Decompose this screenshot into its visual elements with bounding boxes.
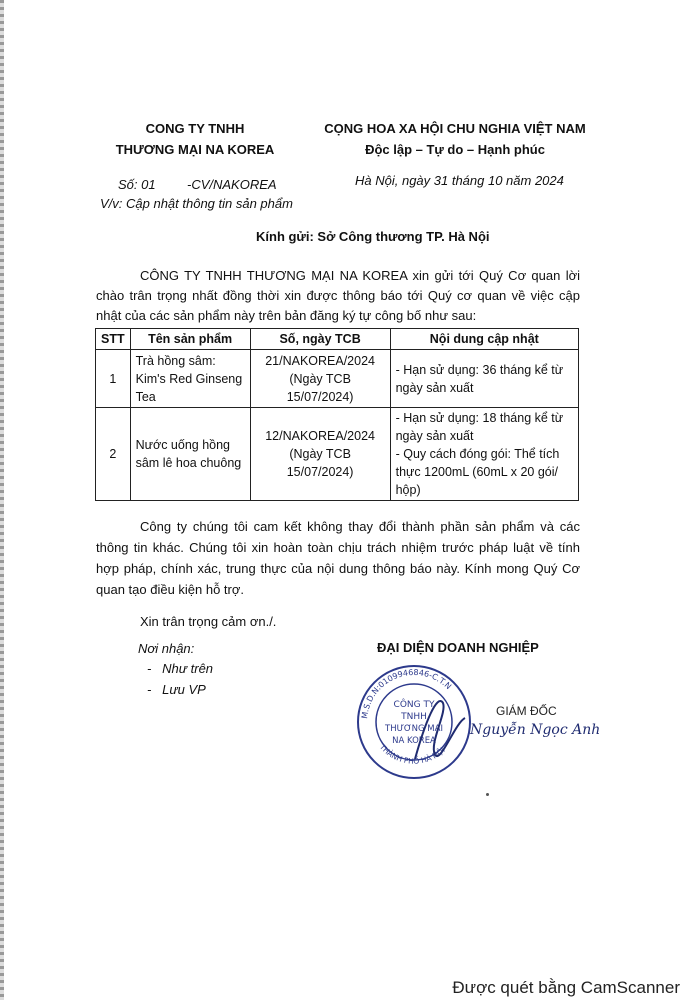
- recipient-line: Kính gửi: Sở Công thương TP. Hà Nội: [256, 229, 490, 244]
- table-row: [96, 408, 579, 501]
- doc-number-code: -CV/NAKOREA: [187, 177, 277, 192]
- company-header: [110, 118, 280, 160]
- svg-text:TNHH: TNHH: [401, 712, 427, 722]
- col-header-update: Nội dung cập nhật: [390, 329, 578, 350]
- col-header-stt: STT: [96, 329, 131, 350]
- svg-text:CÔNG TY: CÔNG TY: [393, 700, 435, 710]
- recipients-title: Nơi nhận:: [138, 641, 195, 656]
- recipients-item: - Như trên: [147, 661, 214, 676]
- table-header-row: [96, 329, 579, 350]
- recipients-item-text: Lưu VP: [162, 682, 206, 697]
- company-seal: [355, 663, 473, 781]
- recipients-item-text: Như trên: [162, 661, 214, 676]
- table-row: [96, 350, 579, 408]
- row-stt: 2: [96, 408, 131, 501]
- svg-text:THÀNH PHỐ HÀ NỘI: THÀNH PHỐ HÀ NỘI: [377, 742, 447, 766]
- update-item: - Hạn sử dụng: 18 tháng kể từ ngày sản xuất: [395, 411, 564, 443]
- national-motto: Độc lập – Tự do – Hạnh phúc: [365, 142, 545, 157]
- company-name-line1: CONG TY TNHH: [145, 121, 245, 136]
- col-header-tcb: Số, ngày TCB: [250, 329, 390, 350]
- recipients-item: - Lưu VP: [147, 682, 206, 697]
- svg-text:NA KOREA: NA KOREA: [392, 736, 436, 746]
- signature-position: GIÁM ĐỐC: [496, 704, 557, 718]
- doc-number-label: Số: 01: [118, 177, 156, 192]
- scanner-watermark: Được quét bằng CamScanner: [452, 978, 680, 997]
- row-stt: 1: [96, 350, 131, 408]
- product-update-table: [95, 328, 579, 501]
- row-tcb: 21/NAKOREA/2024 (Ngày TCB 15/07/2024): [250, 350, 390, 408]
- national-header: [320, 118, 590, 160]
- signature-name: Nguyễn Ngọc Anh: [470, 722, 601, 738]
- row-product-name: Nước uống hồng sâm lê hoa chuông: [130, 408, 250, 501]
- intro-text: CÔNG TY TNHH THƯƠNG MẠI NA KOREA xin gửi tới Quý Cơ quan lời chào trân trọng nhất đồng thời xin được thông báo tới Quý cơ quan về việc cập nhật của các sản phẩm này trên bản đăng ký tự công bố như sau:: [96, 268, 580, 323]
- commitment-paragraph: [96, 516, 580, 600]
- thanks-line: Xin trân trọng cảm ơn./.: [140, 614, 277, 629]
- svg-text:THƯƠNG MẠI: THƯƠNG MẠI: [385, 724, 443, 734]
- row-update: [390, 350, 578, 408]
- svg-text:M.S.D.N:0109946846-C.T.N: M.S.D.N:0109946846-C.T.N: [360, 667, 454, 720]
- row-product-name: Trà hồng sâm: Kim's Red Ginseng Tea: [130, 350, 250, 408]
- place-date: Hà Nội, ngày 31 tháng 10 năm 2024: [355, 173, 564, 188]
- row-tcb: 12/NAKOREA/2024 (Ngày TCB 15/07/2024): [250, 408, 390, 501]
- signature-title: ĐẠI DIỆN DOANH NGHIỆP: [377, 640, 539, 655]
- scan-edge: [0, 0, 4, 1000]
- company-name-line2: THƯƠNG MẠI NA KOREA: [115, 142, 275, 157]
- col-header-product: Tên sản phẩm: [130, 329, 250, 350]
- doc-subject: V/v: Cập nhật thông tin sản phẩm: [100, 196, 293, 211]
- update-item: - Hạn sử dụng: 36 tháng kể từ ngày sản xuất: [395, 362, 564, 395]
- row-update: [390, 408, 578, 501]
- commitment-text: Công ty chúng tôi cam kết không thay đổi thành phần sản phẩm và các thông tin khác. Chúng tôi xin hoàn toàn chịu trách nhiệm trước pháp luật về tính hợp pháp, chính xác, trung thực của nội dung thông báo này. Kính mong Quý Cơ quan tạo điều kiện hỗ trợ.: [96, 519, 580, 597]
- update-item: - Quy cách đóng gói: Thể tích thực 1200mL (60mL x 20 gói/ hộp): [395, 447, 560, 497]
- republic-title: CỌNG HOA XA HỘI CHU NGHIA VIỆT NAM: [324, 121, 586, 136]
- intro-paragraph: [96, 266, 580, 326]
- scan-speck: [486, 793, 489, 796]
